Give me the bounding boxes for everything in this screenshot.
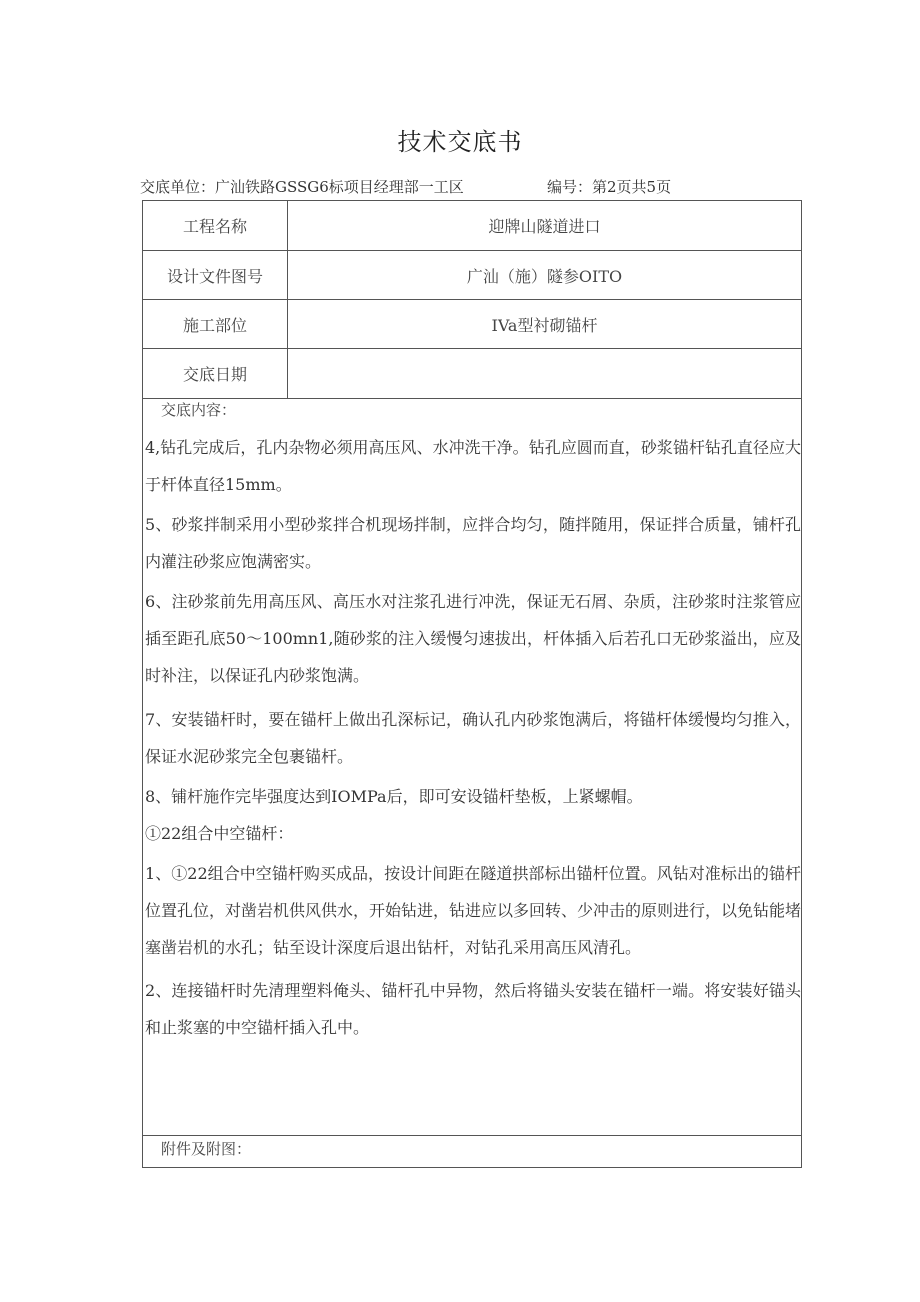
info-row-disclosure-date bbox=[143, 349, 801, 399]
issuing-unit: 交底单位：广汕铁路GSSG6标项目经理部一工区 bbox=[140, 178, 464, 196]
paragraph-hollow-2: 2、连接锚杆时先清理塑料俺头、锚杆孔中异物，然后将锚头安装在锚杆一端。将安装好锚头和止浆塞的中空锚杆插入孔中。 bbox=[145, 981, 801, 1037]
drawing-number-label: 设计文件图号 bbox=[143, 251, 288, 299]
disclosure-date-label: 交底日期 bbox=[143, 349, 288, 398]
paragraph-hollow-1: 1、①22组合中空锚杆购买成品，按设计间距在隧道拱部标出锚杆位置。风钻对准标出的锚杆位置孔位，对凿岩机供风供水，开始钻进，钻进应以多回转、少冲击的原则进行，以免钻能堵塞凿岩机的水孔；钻至设计深度后退出钻杆，对钻孔采用高压风清孔。 bbox=[145, 864, 802, 957]
construction-part-value: IVa型衬砌锚杆 bbox=[491, 315, 598, 335]
hollow-anchor-heading: ①22组合中空锚杆： bbox=[145, 824, 294, 843]
paragraph-item-6: 6、注砂浆前先用高压风、高压水对注浆孔进行冲洗，保证无石屑、杂质，注砂浆时注浆管应插至距孔底50〜100mn1,随砂浆的注入缓慢匀速拔出，杆体插入后若孔口无砂浆溢出，应及时补注，以保证孔内砂浆饱满。 bbox=[145, 592, 801, 685]
disclosure-date-value bbox=[288, 349, 801, 398]
construction-part-label: 施工部位 bbox=[143, 300, 288, 348]
drawing-number-value: 广汕（施）隧参OITO bbox=[466, 266, 623, 286]
info-row-drawing-number bbox=[143, 251, 801, 300]
document-number: 编号：第2页共5页 bbox=[547, 178, 672, 196]
paragraph-item-5: 5、砂浆拌制采用小型砂浆拌合机现场拌制，应拌合均匀，随拌随用，保证拌合质量，铺杆孔内灌注砂浆应饱满密实。 bbox=[145, 515, 801, 571]
paragraph-item-4: 4,钻孔完成后，孔内杂物必须用高压风、水冲洗干净。钻孔应圆而直，砂浆锚杆钻孔直径应大于杆体直径15mm。 bbox=[145, 438, 801, 494]
info-row-construction-part bbox=[143, 300, 801, 349]
paragraph-item-8: 8、铺杆施作完毕强度达到IOMPa后，即可安设锚杆垫板，上紧螺帽。 bbox=[145, 787, 643, 806]
project-name-label: 工程名称 bbox=[143, 201, 288, 250]
attachments-label: 附件及附图： bbox=[161, 1140, 252, 1158]
project-name-value: 迎牌山隧道进口 bbox=[488, 217, 601, 236]
document-title: 技术交底书 bbox=[397, 128, 523, 156]
content-heading: 交底内容： bbox=[161, 401, 237, 419]
disclosure-form bbox=[142, 200, 802, 1168]
info-row-project-name bbox=[143, 201, 801, 251]
paragraph-item-7: 7、安装锚杆时，要在锚杆上做出孔深标记，确认孔内砂浆饱满后，将锚杆体缓慢均匀推入，保证水泥砂浆完全包裹锚杆。 bbox=[145, 710, 801, 766]
